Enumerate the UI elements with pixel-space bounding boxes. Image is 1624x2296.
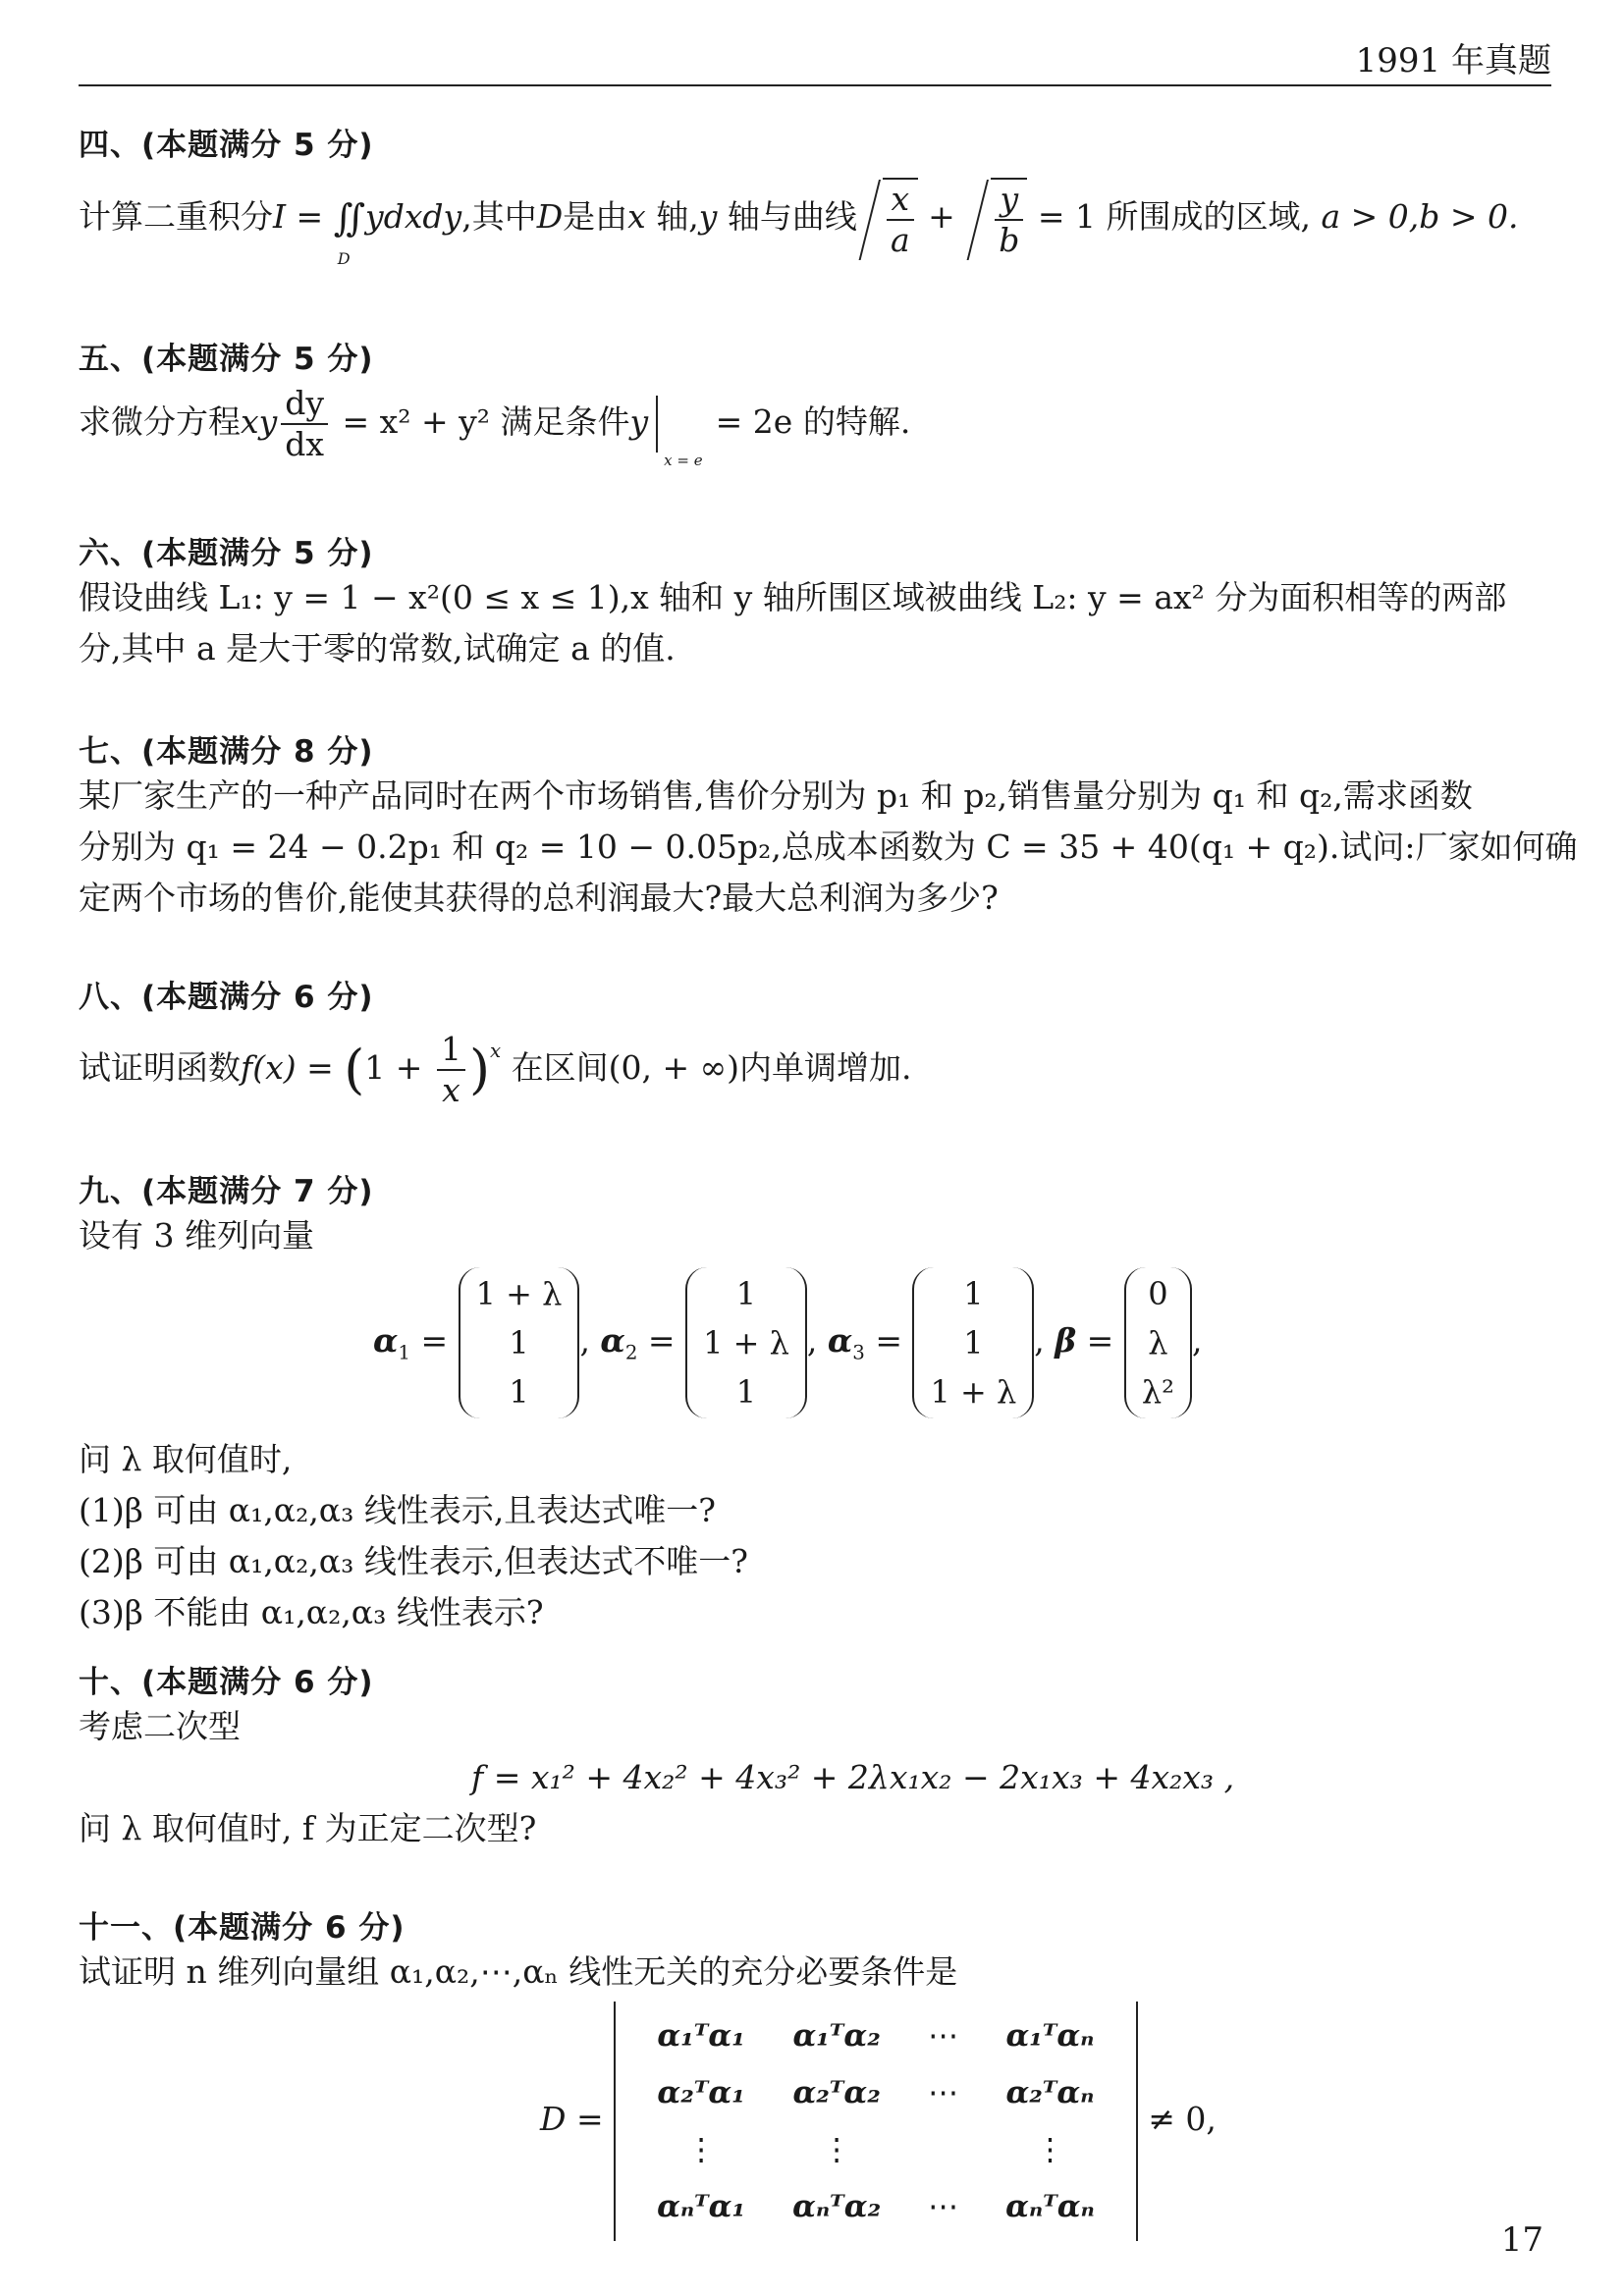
section-8 [79,972,1551,1110]
section-5 [79,334,1551,469]
section-6 [79,528,1551,674]
double-integral-icon: ∬ [333,196,366,240]
page-number: 17 [1500,2220,1543,2260]
section-4 [79,120,1551,268]
section-line: 试证明 n 维列向量组 α₁,α₂,⋯,αₙ 线性无关的充分必要条件是 [79,1952,958,1991]
section-line: (1)β 可由 α₁,α₂,α₃ 线性表示,且表达式唯一? [79,1491,716,1529]
section-line: 考虑二次型 [79,1707,241,1745]
determinant-row-1: α₁ᵀα₁ α₁ᵀα₂ ⋯ α₁ᵀαₙ [657,2018,1095,2054]
section-body: 计算二重积分I = ∬ D ydxdy,其中D是由x 轴,y 轴与曲线 $\frac{x}{a}$ + $\frac{y}{b}$ = 1 所围成的区域, a > 0,b > 0. [79,180,1519,268]
section-heading: 十、(本题满分 6 分) [79,1665,374,1700]
page-header [79,20,1551,86]
section-7 [79,726,1578,924]
section-line: 设有 3 维列向量 [79,1216,314,1255]
section-heading: 七、(本题满分 8 分) [79,734,374,770]
formula: f = x₁² + 4x₂² + 4x₃² + 2λx₁x₂ − 2x₁x₃ + 4x₂x₃ , [471,1758,1235,1796]
vector-alpha2: 1 1 + λ 1 [685,1267,807,1418]
section-10 [79,1657,1551,1854]
sqrt-y-over-b: $\frac{y}{b}$ [991,178,1027,260]
section-heading: 五、(本题满分 5 分) [79,342,374,377]
section-heading: 九、(本题满分 7 分) [79,1174,374,1209]
section-body: 求微分方程xy $\frac{dy}{dx}$ = x² + y² 满足条件y x = e = 2e 的特解. [79,384,911,469]
section-heading: 十一、(本题满分 6 分) [79,1910,406,1946]
determinant-row-3: ⋮ ⋮ ⋮ [685,2132,1065,2167]
header-title: 1991 年真题 [1355,41,1551,80]
section-11 [79,1902,1551,2241]
gram-determinant [614,2002,1138,2241]
vector-alpha1: 1 + λ 1 1 [459,1267,580,1418]
sqrt-x-over-a: $\frac{x}{a}$ [883,178,918,260]
section-heading: 八、(本题满分 6 分) [79,980,374,1015]
section-line: 定两个市场的售价,能使其获得的总利润最大?最大总利润为多少? [79,879,999,917]
determinant-row-4: αₙᵀα₁ αₙᵀα₂ ⋯ αₙᵀαₙ [657,2189,1095,2224]
vector-beta: 0 λ λ² [1124,1267,1192,1418]
vector-row: $\alpha_1$ = 1 + λ 1 1 , $\alpha_2$ = 1 1 + λ 1 , $\alpha_3$ = 1 1 1 + λ , β = 0 λ λ² , [373,1267,1551,1434]
section-line: (3)β 不能由 α₁,α₂,α₃ 线性表示? [79,1593,544,1631]
section-9 [79,1166,1551,1638]
section-line: (2)β 可由 α₁,α₂,α₃ 线性表示,但表达式不唯一? [79,1542,748,1580]
section-body: 试证明函数f(x) = (1 + $\frac{1}{x}$ )$^x$ 在区间(0, + ∞)内单调增加. [79,1030,912,1109]
section-line: 分别为 q₁ = 24 − 0.2p₁ 和 q₂ = 10 − 0.05p₂,总成本函数为 C = 35 + 40(q₁ + q₂).试问:厂家如何确 [79,828,1578,866]
section-line: 某厂家生产的一种产品同时在两个市场销售,售价分别为 p₁ 和 p₂,销售量分别为 q₁ 和 q₂,需求函数 [79,776,1473,815]
determinant-row-2: α₂ᵀα₁ α₂ᵀα₂ ⋯ α₂ᵀαₙ [657,2075,1095,2110]
section-line: 问 λ 取何值时, [79,1440,293,1478]
section-heading: 六、(本题满分 5 分) [79,536,374,571]
section-line: 问 λ 取何值时, f 为正定二次型? [79,1809,537,1847]
section-line: 分,其中 a 是大于零的常数,试确定 a 的值. [79,629,676,667]
vector-alpha3: 1 1 1 + λ [912,1267,1034,1418]
determinant-row: D = α₁ᵀα₁ α₁ᵀα₂ ⋯ α₁ᵀαₙ α₂ᵀα₁ α₂ᵀα₂ ⋯ α₂ᵀαₙ ⋮ ⋮ ⋮ αₙᵀα₁ αₙᵀα₂ ⋯ αₙᵀαₙ ≠ 0, [540,2002,1551,2241]
section-line: 假设曲线 L₁: y = 1 − x²(0 ≤ x ≤ 1),x 轴和 y 轴所围区域被曲线 L₂: y = ax² 分为面积相等的两部 [79,578,1507,616]
section-heading: 四、(本题满分 5 分) [79,128,374,163]
